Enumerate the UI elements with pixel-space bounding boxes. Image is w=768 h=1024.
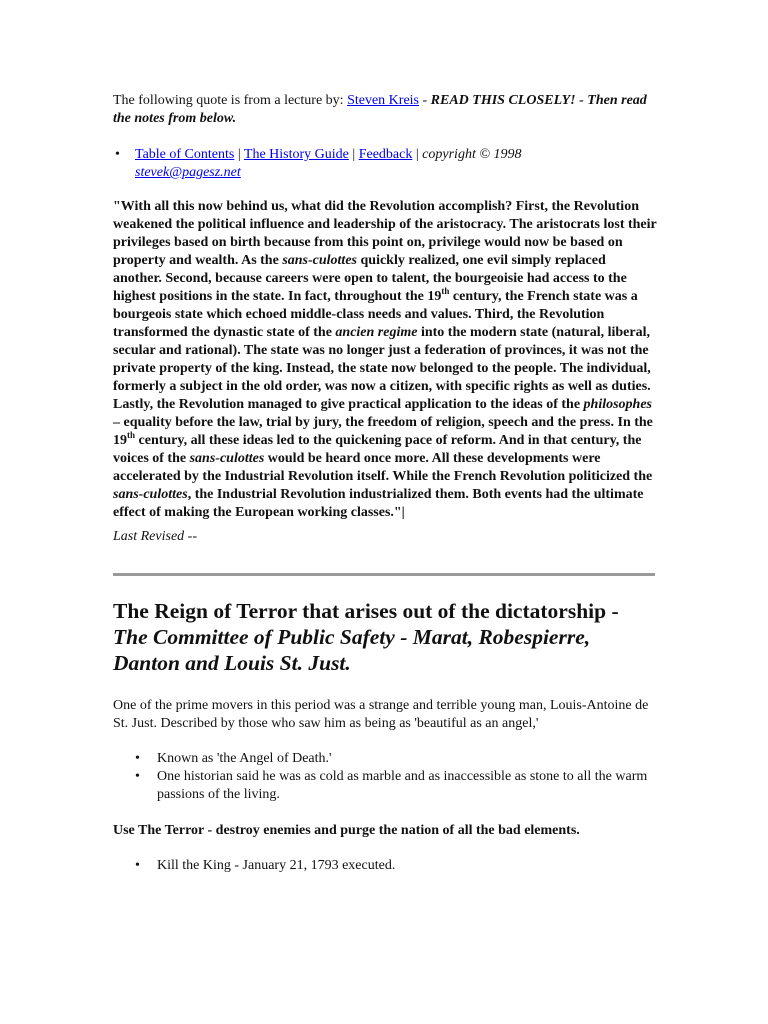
intro-sep: - [419, 93, 431, 108]
quote-text: would be heard once more. All these developments were accelerated by the Industrial Revolution itself. While the French Revolution politicized the [113, 451, 653, 484]
quote-italic: sans-culottes [189, 451, 265, 466]
toc-item [113, 146, 658, 182]
toc-list [113, 146, 658, 182]
toc-separator: | [412, 147, 423, 162]
quote-text: century, all these ideas led to the quickening pace of reform. And in that century, the voices of the [113, 433, 642, 466]
quote-sup: th [127, 430, 136, 440]
section-heading [113, 598, 658, 676]
copyright-text: copyright © 1998 [422, 147, 522, 162]
quote-text: into the modern state (natural, liberal, secular and rational). The state was no longer just a federation of provinces, it was not the private property of the king. Instead, the state now belonged to the people. The individual, formerly a subject in the old order, was now a citizen, with specific rights as well as duties. Lastly, the Revolution managed to give practical application to the ideas of the [113, 325, 651, 412]
quote-sup: th [441, 286, 450, 296]
last-revised: Last Revised -- [113, 529, 197, 544]
st-just-intro: One of the prime movers in this period was a strange and terrible young man, Louis-Antoine de St. Just. Described by those who saw him as being as 'beautiful as an angel,' [113, 698, 649, 731]
quote-italic: ancien regime [335, 325, 418, 340]
terror-bullets [113, 857, 658, 875]
quote-text: "With all this now behind us, what did the Revolution accomplish? First, the Revolution weakened the political influence and leadership of the aristocracy. The aristocrats lost their privileges based on birth because from this point on, privilege would now be based on property and wealth. As the [113, 199, 657, 268]
intro-emphasis: READ THIS CLOSELY! - Then read the notes from below. [113, 93, 647, 126]
st-just-bullets [113, 750, 658, 804]
quote-italic: philosophes [583, 397, 653, 412]
quote-italic: sans-culottes [113, 487, 188, 502]
quote-text: , the Industrial Revolution industrialized them. Both events had the ultimate effect of making the European working classes."| [113, 487, 644, 520]
heading-italic: The Committee of Public Safety - Marat, Robespierre, Danton and Louis St. Just. [113, 625, 591, 675]
list-item: • One historian said he was as cold as marble and as inaccessible as stone to all the warm passions of the living. [113, 768, 658, 804]
kreis-quote [113, 198, 658, 522]
heading-plain: The Reign of Terror that arises out of the dictatorship - [113, 599, 619, 623]
intro-line [113, 92, 658, 128]
quote-text: – equality before the law, trial by jury, the freedom of religion, speech and the press. In the 19 [113, 415, 653, 448]
feedback-link[interactable]: Feedback [358, 147, 413, 162]
toc-separator: | [348, 147, 359, 162]
quote-text: quickly realized, one evil simply replaced another. Second, because careers were open to talent, the bourgeoisie had access to the highest positions in the state. In fact, throughout the 19 [113, 253, 627, 304]
quote-text: century, the French state was a bourgeois state which echoed middle-class needs and values. Third, the Revolution transformed the dynastic state of the [113, 289, 638, 340]
email-link[interactable]: stevek@pagesz.net [135, 165, 241, 180]
history-guide-link[interactable]: The History Guide [243, 147, 349, 162]
quote-italic: sans-culottes [282, 253, 357, 268]
list-item: • Kill the King - January 21, 1793 executed. [113, 857, 658, 875]
document-page [113, 92, 658, 875]
intro-prefix: The following quote is from a lecture by: [113, 93, 348, 108]
table-of-contents-link[interactable]: Table of Contents [135, 147, 235, 162]
list-item: • Known as 'the Angel of Death.' [113, 750, 658, 768]
author-link[interactable]: Steven Kreis [347, 93, 419, 108]
toc-separator: | [234, 147, 244, 162]
terror-line: Use The Terror - destroy enemies and purge the nation of all the bad elements. [113, 823, 580, 838]
section-divider [113, 573, 655, 576]
